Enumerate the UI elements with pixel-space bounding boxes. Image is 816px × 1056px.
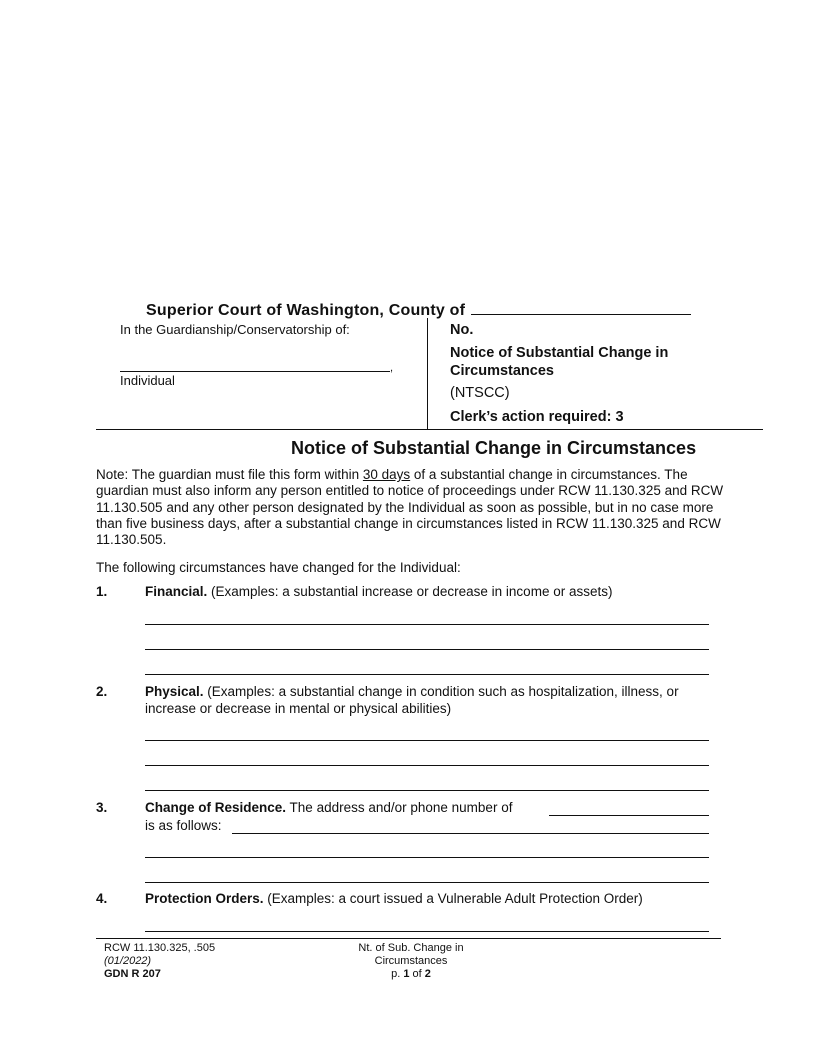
- item-heading: Physical.: [145, 684, 204, 699]
- caption-divider: [427, 318, 428, 430]
- financial-answer-line[interactable]: [145, 624, 709, 625]
- item-number: 2.: [96, 684, 108, 699]
- individual-name-blank[interactable]: [120, 371, 390, 372]
- footer-page-prefix: p.: [391, 968, 404, 981]
- residence-follows: is as follows:: [145, 818, 222, 833]
- footer-page: [326, 968, 496, 981]
- item-heading: Change of Residence.: [145, 800, 287, 815]
- document-title: Notice of Substantial Change in Circumstances: [291, 438, 697, 458]
- item-physical: [145, 684, 710, 717]
- item-text: (Examples: a substantial increase or decrease in income or assets): [207, 584, 613, 599]
- item-protection-orders: [145, 891, 710, 908]
- footer-page-current: 1: [403, 968, 410, 981]
- financial-answer-line[interactable]: [145, 649, 709, 650]
- note-deadline: 30 days: [362, 467, 411, 482]
- caption-bottom-rule: [96, 429, 763, 430]
- physical-answer-line[interactable]: [145, 740, 709, 741]
- item-heading: Financial.: [145, 584, 208, 599]
- residence-answer-line[interactable]: [145, 882, 709, 883]
- form-title-line2: Circumstances: [450, 363, 554, 379]
- item-text: The address and/or phone number of: [286, 800, 513, 815]
- item-number: 1.: [96, 584, 108, 599]
- county-blank[interactable]: [471, 300, 691, 315]
- residence-person-blank[interactable]: [549, 815, 709, 816]
- footer-revision: (01/2022): [104, 955, 152, 968]
- footer-statute: RCW 11.130.325, .505: [104, 942, 216, 954]
- clerk-action: [450, 409, 624, 425]
- clerk-action-value: 3: [615, 409, 624, 425]
- residence-answer-line[interactable]: [145, 857, 709, 858]
- individual-label: Individual: [120, 373, 175, 388]
- footer-short-title-1: Nt. of Sub. Change in: [358, 942, 464, 954]
- financial-answer-line[interactable]: [145, 674, 709, 675]
- individual-comma: ,: [390, 362, 394, 374]
- footer-center: [326, 942, 496, 982]
- note-prefix: Note: The guardian must file this form within: [96, 467, 363, 482]
- item-number: 4.: [96, 891, 108, 906]
- item-residence: [145, 800, 565, 817]
- item-financial: [145, 584, 710, 601]
- residence-answer-line[interactable]: [232, 833, 709, 834]
- form-code: (NTSCC): [450, 385, 510, 401]
- form-title-line1: Notice of Substantial Change in: [450, 345, 669, 361]
- footer-page-total: 2: [424, 968, 431, 981]
- note-suffix: of a substantial change in circumstances. The guardian must also inform any person entitled to notice of proceedings under RCW 11.130.325 and RCW 11.130.505 and any other person designated by the Individual as soon as possible, but in no case more than five business days, after a substantial change in circumstances listed in RCW 11.130.325 and RCW 11.130.505.: [96, 467, 724, 548]
- footer-form-number: GDN R 207: [104, 968, 161, 981]
- footer-page-of: of: [409, 968, 425, 981]
- footer-left: [104, 942, 215, 982]
- item-text: (Examples: a substantial change in condition such as hospitalization, illness, or increase or decrease in mental or physical abilities): [145, 684, 679, 716]
- item-text: (Examples: a court issued a Vulnerable Adult Protection Order): [263, 891, 643, 906]
- court-title: [146, 300, 691, 320]
- item-heading: Protection Orders.: [145, 891, 264, 906]
- footer-rule: [96, 938, 721, 939]
- footer-short-title-2: Circumstances: [374, 955, 448, 968]
- clerk-action-label: Clerk’s action required:: [450, 409, 612, 425]
- in-the-matter-label: In the Guardianship/Conservatorship of:: [120, 322, 350, 337]
- physical-answer-line[interactable]: [145, 765, 709, 766]
- item-number: 3.: [96, 800, 108, 815]
- court-title-text: Superior Court of Washington, County of: [146, 302, 466, 319]
- case-number-label: No.: [450, 322, 474, 338]
- physical-answer-line[interactable]: [145, 790, 709, 791]
- filing-note: [96, 467, 726, 548]
- intro-text: The following circumstances have changed for the Individual:: [96, 560, 461, 575]
- protection-answer-line[interactable]: [145, 931, 709, 932]
